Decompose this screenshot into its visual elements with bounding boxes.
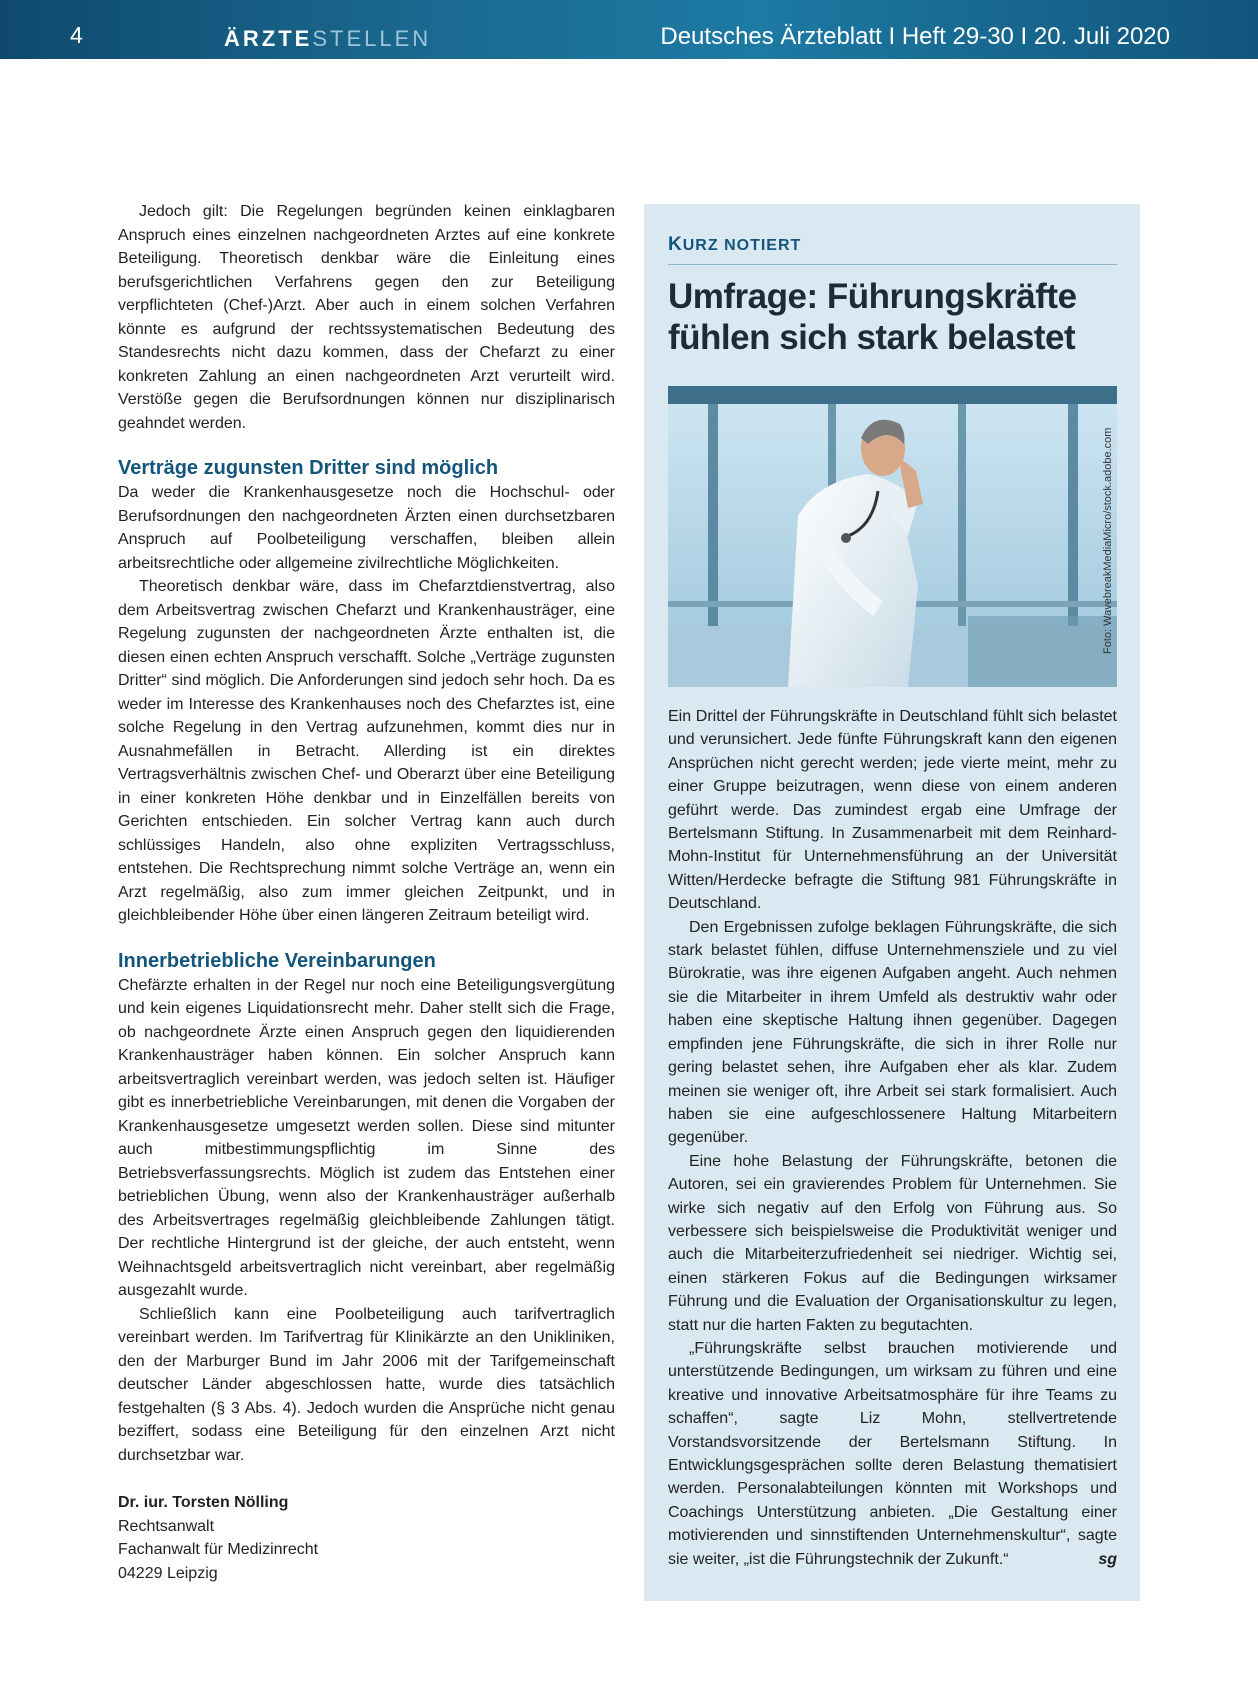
brand-logo-light: STELLEN bbox=[312, 26, 432, 51]
box-title: Umfrage: Führungskräfte fühlen sich stark belastet bbox=[668, 277, 1077, 357]
box-quote-text: „Führungskräfte selbst brauchen motivierende und unterstützende Bedingungen, um wirksam zu führen und eine kreative und innovative Arbeitsatmosphäre für ihre Teams zu schaffen“, sagte Liz Mohn, stellvertretende Vorstandsvorsitzende der Bertelsmann Stiftung. In Entwicklungsgesprächen sollte deren Belastung thematisiert werden. Personalabteilungen könnten mit Workshops und Coachings Unterstützung anbieten. „Die Gestaltung einer motivierenden und sinnstiftenden Unternehmenskultur“, sagte sie weiter, „ist die Führungstechnik der Zukunft.“ bbox=[668, 1339, 1117, 1568]
box-paragraph: Ein Drittel der Führungskräfte in Deutschland fühlt sich belastet und verunsichert. Jede fünfte Führungskraft kann den eigenen Ansprüchen nicht gerecht werden; jede vierte meint, mehr zu einer Gruppe beizutragen, wenn diese von einem anderen geführt werde. Das zumindest ergab eine Umfrage der Bertelsmann Stiftung. In Zusammenarbeit mit dem Reinhard-Mohn-Institut für Unternehmensführung an der Universität Witten/Herdecke befragte die Stiftung 981 Führungskräfte in Deutschland. bbox=[668, 708, 1117, 913]
main-article bbox=[118, 200, 615, 1585]
article-paragraph: Jedoch gilt: Die Regelungen begründen keinen einklagbaren Anspruch eines einzelnen nachgeordneten Arztes auf eine konkrete Beteiligung. Theoretisch denkbar wäre die Einleitung eines berufsgerichtlichen Verfahrens gegen den zur Beteiligung verpflichteten (Chef-)Arzt. Aber auch in einem solchen Verfahren könnte es aufgrund der rechtssystematischen Bedeutung des Standesrechts nicht dazu kommen, dass der Chefarzt zu einer konkreten Zahlung an einen nachgeordneten Arzt verurteilt wird. Verstöße gegen die Berufsordnungen können nur disziplinarisch geahndet werden. bbox=[118, 203, 615, 432]
section-heading: Verträge zugunsten Dritter sind möglich bbox=[118, 457, 499, 479]
author-signature bbox=[118, 1491, 615, 1585]
box-kicker-rest: URZ NOTIERT bbox=[682, 237, 802, 254]
box-paragraph: Den Ergebnissen zufolge beklagen Führungskräfte, die sich stark belastet fühlen, diffuse Unternehmensziele und zu viel Bürokratie, was ihre eigenen Aufgaben angeht. Auch nehmen sie die Mitarbeiter in ihrem Umfeld als destruktiv wahr oder haben eine skeptische Haltung ihnen gegenüber. Dagegen empfinden jene Führungskräfte, die sich in ihrer Rolle nur gering belastet sehen, ihre Aufgaben eher als klar. Zudem meinen sie weniger oft, ihre Arbeit sei stark formalisiert. Auch haben sie eine aufgeschlossenere Haltung Mitarbeitern gegenüber. bbox=[668, 918, 1117, 1147]
section-heading: Innerbetriebliche Vereinbarungen bbox=[118, 949, 436, 972]
article-paragraph: Schließlich kann eine Poolbeteiligung auch tarifvertraglich vereinbart werden. Im Tarifvertrag für Klinikärzte an den Unikliniken, den der Marburger Bund im Jahr 2006 mit der Tarifgemeinschaft deutscher Länder abgeschlossen hatte, wurde dies tatsächlich festgehalten (§ 3 Abs. 4). Jedoch wurden die Ansprüche nicht genau beziffert, sodass eine Beteiligung für den einzelnen Arzt nicht durchsetzbar war. bbox=[118, 1305, 615, 1464]
author-title: Rechtsanwalt bbox=[118, 1517, 215, 1535]
box-paragraph bbox=[668, 1337, 1117, 1571]
box-kicker-first: K bbox=[668, 234, 683, 255]
photo-credit: Foto: WavebreakMediaMicro/stock.adobe.com bbox=[1102, 427, 1114, 654]
sidebar-box bbox=[644, 204, 1140, 1601]
page-number: 4 bbox=[70, 22, 83, 48]
author-initials: sg bbox=[1098, 1550, 1117, 1568]
author-specialty: Fachanwalt für Medizinrecht bbox=[118, 1541, 319, 1558]
article-paragraph: Theoretisch denkbar wäre, dass im Chefarztdienstvertrag, also dem Arbeitsvertrag zwischen Chefarzt und Krankenhausträger, eine Regelung zugunsten der nachgeordneten Ärzte enthalten ist, die diesen einen echten Anspruch verschafft. Solche „Verträge zugunsten Dritter“ sind möglich. Die Anforderungen sind jedoch sehr hoch. Da es weder im Interesse des Krankenhauses noch des Chefarztes ist, eine solche Regelung in den Vertrag aufzunehmen, kommt dies nur in Ausnahmefällen in Betracht. Allerding ist ein direktes Vertragsverhältnis zwischen Chef- und Oberarzt über eine Beteiligung in einer konkreten Höhe denkbar und in Einzelfällen bereits von Gerichten entschieden. Ein solcher Vertrag kann auch durch schlüssiges Handeln, also ohne expliziten Vertragsschluss, entstehen. Die Rechtsprechung nimmt solche Verträge an, wenn ein Arzt regelmäßig, also zum immer gleichen Zeitpunkt, und in gleichbleibender Höhe über einen längeren Zeitraum beteiligt wird. bbox=[118, 578, 615, 924]
box-paragraph: Eine hohe Belastung der Führungskräfte, betonen die Autoren, sei ein gravierendes Problem für Unternehmen. Sie wirke sich negativ auf den Erfolg von Führung aus. So verbessere sich beispielsweise die Produktivität weniger und auch die Mitarbeiterzufriedenheit sei niedriger. Wichtig sei, einen stärkeren Fokus auf die Bedingungen wirksamer Führung und die Evaluation der Organisationskultur zu legen, statt nur die harten Fakten zu begutachten. bbox=[668, 1152, 1117, 1334]
issue-info: Deutsches Ärzteblatt I Heft 29-30 I 20. Juli 2020 bbox=[660, 23, 1170, 50]
box-kicker bbox=[668, 234, 1117, 265]
brand-logo bbox=[224, 26, 431, 52]
page-header bbox=[0, 0, 1258, 59]
article-paragraph: Da weder die Krankenhausgesetze noch die Hochschul- oder Berufsordnungen den nachgeordneten Ärzten einen durchsetzbaren Anspruch auf Poolbeteiligung verschaffen, bleiben allein arbeitsrechtliche oder allgemeine zivilrechtliche Möglichkeiten. bbox=[118, 484, 615, 572]
author-location: 04229 Leipzig bbox=[118, 1564, 218, 1582]
brand-logo-bold: ÄRZTE bbox=[224, 26, 313, 51]
box-article bbox=[668, 705, 1117, 1571]
doctor-photo bbox=[668, 386, 1117, 687]
author-name: Dr. iur. Torsten Nölling bbox=[118, 1494, 289, 1511]
article-paragraph: Chefärzte erhalten in der Regel nur noch eine Beteiligungsvergütung und kein eigenes Liquidationsrecht mehr. Daher stellt sich die Frage, ob nachgeordnete Ärzte einen Anspruch gegen den liquidierenden Krankenhausträger haben können. Ein solcher Anspruch kann arbeitsvertraglich vereinbart werden, was jedoch selten ist. Häufiger gibt es innerbetriebliche Vereinbarungen, mit denen die Vorgaben der Krankenhausgesetze umgesetzt werden sollen. Diese sind mitunter auch mitbestimmungspflichtig im Sinne des Betriebsverfassungsrechts. Möglich ist zudem das Entstehen einer betrieblichen Übung, wenn also der Krankenhausträger außerhalb des Arbeitsvertrages regelmäßig gleichbleibende Zahlungen tätigt. Der rechtliche Hintergrund ist der gleiche, der auch entsteht, wenn Weihnachtsgeld arbeitsvertraglich nicht vereinbart, aber regelmäßig ausgezahlt wurde. bbox=[118, 976, 615, 1299]
